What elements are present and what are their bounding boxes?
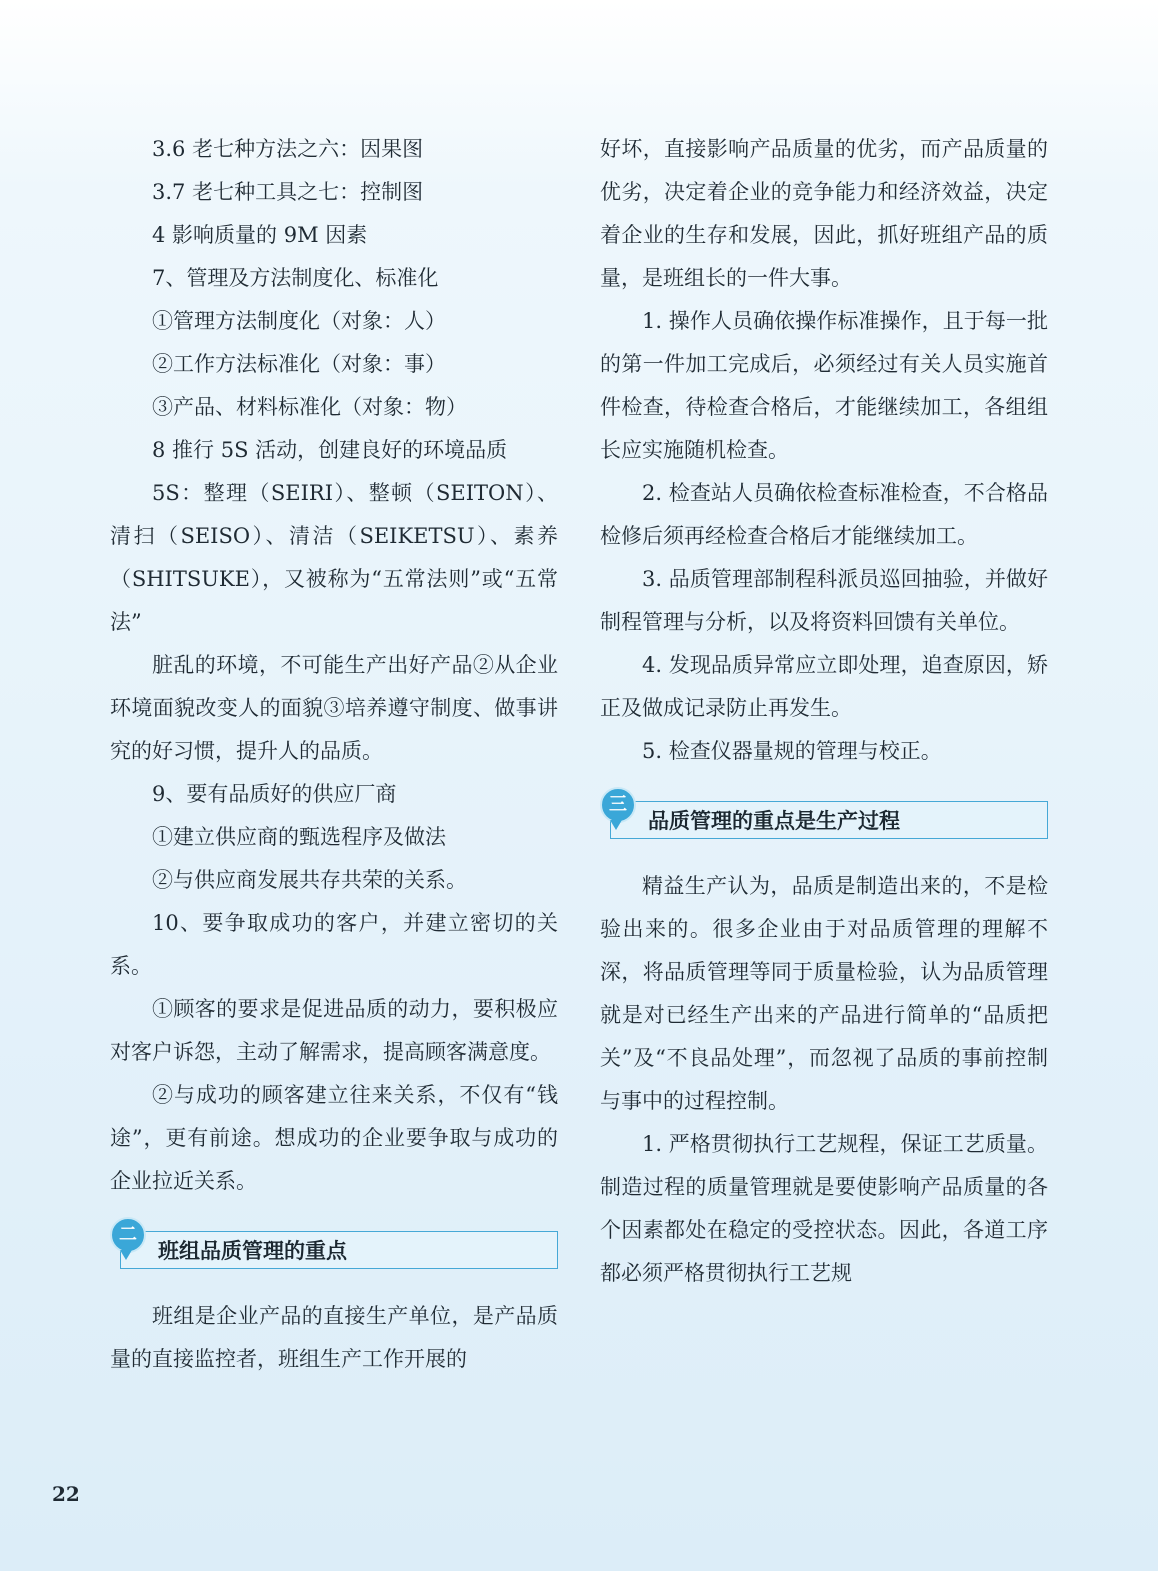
paragraph: ①建立供应商的甄选程序及做法 (152, 825, 446, 849)
paragraph: ②与供应商发展共存共荣的关系。 (152, 868, 467, 892)
speech-bubble-badge-icon: 三 (600, 787, 636, 823)
paragraph: 9、要有品质好的供应厂商 (152, 782, 397, 806)
paragraph: ①顾客的要求是促进品质的动力，要积极应对客户诉怨，主动了解需求，提高顾客满意度。 (110, 997, 558, 1064)
paragraph: 4 影响质量的 9M 因素 (152, 223, 368, 247)
paragraph: 10、要争取成功的客户，并建立密切的关系。 (110, 911, 558, 978)
section-title: 品质管理的重点是生产过程 (648, 809, 900, 833)
left-column (110, 128, 558, 1381)
paragraph: 班组是企业产品的直接生产单位，是产品质量的直接监控者，班组生产工作开展的 (110, 1304, 558, 1371)
paragraph: 7、管理及方法制度化、标准化 (152, 266, 439, 290)
paragraph: ②工作方法标准化（对象：事） (152, 352, 446, 376)
paragraph: 5S：整理（SEIRI）、整顿（SEITON）、清扫（SEISO）、清洁（SEIKETSU）、素养（SHITSUKE），又被称为“五常法则”或“五常法” (110, 481, 558, 634)
right-column (600, 128, 1048, 1295)
page-number: 22 (52, 1482, 80, 1506)
paragraph: 8 推行 5S 活动，创建良好的环境品质 (152, 438, 508, 462)
paragraph: 1. 严格贯彻执行工艺规程，保证工艺质量。制造过程的质量管理就是要使影响产品质量的各个因素都处在稳定的受控状态。因此，各道工序都必须严格贯彻执行工艺规 (600, 1132, 1048, 1285)
paragraph: 4. 发现品质异常应立即处理，追查原因，矫正及做成记录防止再发生。 (600, 653, 1048, 720)
paragraph: 脏乱的环境，不可能生产出好产品②从企业环境面貌改变人的面貌③培养遵守制度、做事讲究的好习惯，提升人的品质。 (110, 653, 558, 763)
paragraph: 3. 品质管理部制程科派员巡回抽验，并做好制程管理与分析，以及将资料回馈有关单位。 (600, 567, 1048, 634)
paragraph: 精益生产认为，品质是制造出来的，不是检验出来的。很多企业由于对品质管理的理解不深，将品质管理等同于质量检验，认为品质管理就是对已经生产出来的产品进行简单的“品质把关”及“不良品处理”，而忽视了品质的事前控制与事中的过程控制。 (600, 874, 1048, 1113)
paragraph: 3.6 老七种方法之六：因果图 (152, 137, 424, 161)
paragraph: ①管理方法制度化（对象：人） (152, 309, 446, 333)
paragraph: 1. 操作人员确依操作标准操作，且于每一批的第一件加工完成后，必须经过有关人员实施首件检查，待检查合格后，才能继续加工，各组组长应实施随机检查。 (600, 309, 1048, 462)
section-title: 班组品质管理的重点 (158, 1239, 347, 1263)
paragraph: 5. 检查仪器量规的管理与校正。 (642, 739, 942, 763)
paragraph: 2. 检查站人员确依检查标准检查，不合格品检修后须再经检查合格后才能继续加工。 (600, 481, 1048, 548)
paragraph: 3.7 老七种工具之七：控制图 (152, 180, 424, 204)
paragraph: 好坏，直接影响产品质量的优劣，而产品质量的优劣，决定着企业的竞争能力和经济效益，决定着企业的生存和发展，因此，抓好班组产品的质量，是班组长的一件大事。 (600, 137, 1048, 290)
section-header-two (110, 1224, 558, 1273)
speech-bubble-badge-icon: 二 (110, 1217, 146, 1253)
paragraph: ②与成功的顾客建立往来关系，不仅有“钱途”，更有前途。想成功的企业要争取与成功的企业拉近关系。 (110, 1083, 558, 1193)
paragraph: ③产品、材料标准化（对象：物） (152, 395, 467, 419)
section-header-three (600, 794, 1048, 843)
